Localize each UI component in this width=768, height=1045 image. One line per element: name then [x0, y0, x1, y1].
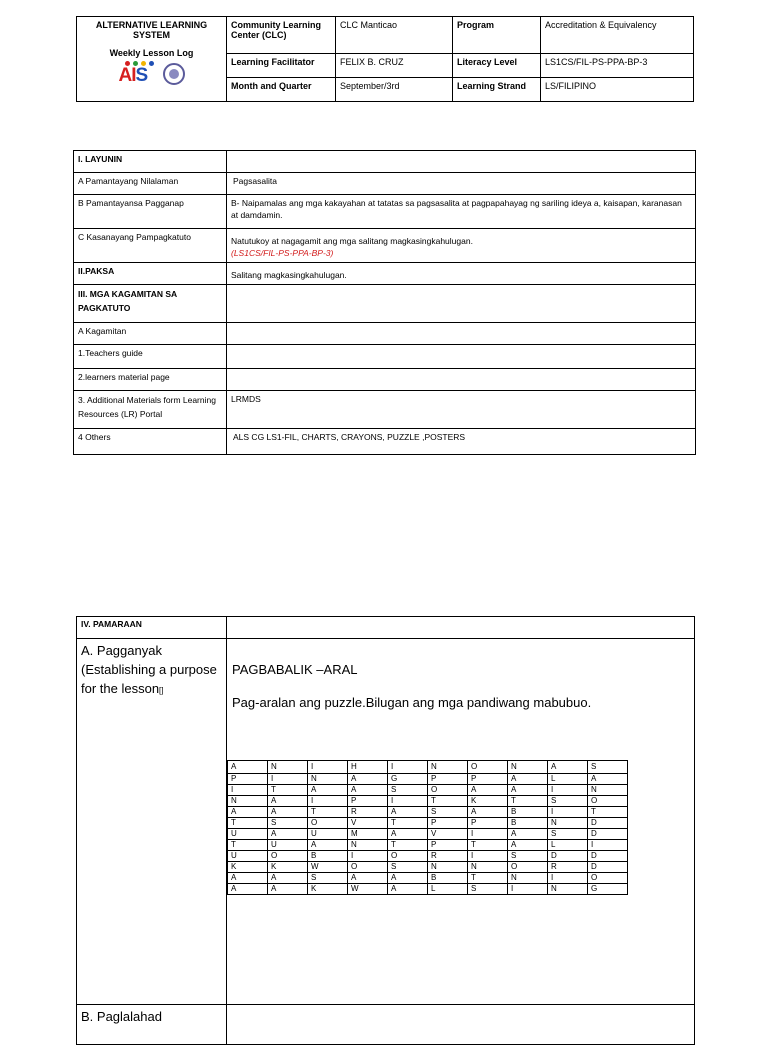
- puzzle-cell: T: [388, 840, 428, 851]
- puzzle-cell: B: [308, 851, 348, 862]
- puzzle-row: [228, 761, 628, 774]
- puzzle-cell: T: [588, 807, 628, 818]
- layunin-title: I. LAYUNIN: [74, 151, 227, 173]
- puzzle-cell: N: [468, 862, 508, 873]
- paksa-label: II.PAKSA: [74, 263, 227, 285]
- additional-materials-label: 3. Additional Materials form Learning Resources (LR) Portal: [74, 391, 227, 429]
- strand-label: Learning Strand: [453, 78, 541, 102]
- facilitator-label: Learning Facilitator: [227, 54, 336, 78]
- puzzle-cell: I: [388, 761, 428, 774]
- puzzle-cell: B: [508, 807, 548, 818]
- puzzle-cell: R: [428, 851, 468, 862]
- puzzle-cell: P: [428, 818, 468, 829]
- puzzle-cell: A: [468, 807, 508, 818]
- puzzle-cell: M: [348, 829, 388, 840]
- puzzle-cell: A: [308, 840, 348, 851]
- puzzle-cell: I: [468, 851, 508, 862]
- puzzle-row: [228, 774, 628, 785]
- system-title: ALTERNATIVE LEARNING SYSTEM: [95, 20, 208, 40]
- puzzle-cell: B: [508, 818, 548, 829]
- puzzle-cell: S: [508, 851, 548, 862]
- puzzle-cell: I: [348, 851, 388, 862]
- puzzle-cell: I: [548, 785, 588, 796]
- nilalaman-label: A Pamantayang Nilalaman: [74, 173, 227, 195]
- puzzle-cell: I: [508, 884, 548, 895]
- teachers-guide-label: 1.Teachers guide: [74, 345, 227, 369]
- puzzle-cell: T: [388, 818, 428, 829]
- puzzle-cell: P: [228, 774, 268, 785]
- puzzle-row: [228, 851, 628, 862]
- puzzle-cell: A: [508, 840, 548, 851]
- puzzle-cell: S: [428, 807, 468, 818]
- layunin-table: [73, 150, 696, 455]
- facilitator-value: FELIX B. CRUZ: [336, 54, 453, 78]
- puzzle-cell: A: [268, 884, 308, 895]
- pagganyak-label: A. Pagganyak (Establishing a purpose for the lesson[]: [77, 639, 227, 1005]
- puzzle-cell: N: [548, 818, 588, 829]
- puzzle-cell: I: [468, 829, 508, 840]
- puzzle-cell: O: [268, 851, 308, 862]
- pagganap-value: B- Naipamalas ang mga kakayahan at tatatas sa pagsasalita at pagpapahayag ng sariling ideya a, kaisapan, karanasan at damdamin.: [227, 195, 696, 229]
- puzzle-row: [228, 796, 628, 807]
- puzzle-cell: P: [348, 796, 388, 807]
- puzzle-cell: A: [228, 873, 268, 884]
- puzzle-cell: I: [588, 840, 628, 851]
- puzzle-cell: A: [268, 873, 308, 884]
- puzzle-cell: U: [228, 851, 268, 862]
- puzzle-cell: N: [428, 862, 468, 873]
- puzzle-cell: O: [588, 873, 628, 884]
- clc-label: Community Learning Center (CLC): [227, 17, 336, 54]
- puzzle-cell: O: [588, 796, 628, 807]
- pagbabalik-aral-heading: PAGBABALIK –ARAL: [232, 662, 358, 677]
- puzzle-cell: N: [508, 873, 548, 884]
- literacy-value: LS1CS/FIL-PS-PPA-BP-3: [541, 54, 694, 78]
- puzzle-instruction: Pag-aralan ang puzzle.Bilugan ang mga pandiwang mabubuo.: [232, 695, 592, 710]
- puzzle-cell: I: [548, 807, 588, 818]
- puzzle-cell: A: [268, 829, 308, 840]
- puzzle-cell: L: [548, 840, 588, 851]
- puzzle-cell: B: [428, 873, 468, 884]
- puzzle-cell: U: [308, 829, 348, 840]
- puzzle-row: [228, 884, 628, 895]
- puzzle-cell: T: [308, 807, 348, 818]
- puzzle-cell: S: [468, 884, 508, 895]
- pampagkatuto-value: Natutukoy at nagagamit ang mga salitang magkasingkahulugan.: [231, 236, 473, 246]
- puzzle-cell: S: [388, 862, 428, 873]
- puzzle-row: [228, 785, 628, 796]
- month-value: September/3rd: [336, 78, 453, 102]
- puzzle-cell: N: [508, 761, 548, 774]
- kagamitan-label: A Kagamitan: [74, 323, 227, 345]
- puzzle-cell: W: [308, 862, 348, 873]
- pampagkatuto-label: C Kasanayang Pampagkatuto: [74, 229, 227, 263]
- deped-seal-icon: [163, 63, 185, 85]
- pagganap-label: B Pamantayansa Pagganap: [74, 195, 227, 229]
- others-value: ALS CG LS1-FIL, CHARTS, CRAYONS, PUZZLE ,POSTERS: [233, 432, 466, 442]
- program-label: Program: [453, 17, 541, 54]
- puzzle-cell: N: [428, 761, 468, 774]
- puzzle-cell: S: [268, 818, 308, 829]
- puzzle-cell: W: [348, 884, 388, 895]
- puzzle-cell: A: [308, 785, 348, 796]
- puzzle-cell: A: [508, 785, 548, 796]
- puzzle-cell: H: [348, 761, 388, 774]
- puzzle-cell: D: [588, 851, 628, 862]
- puzzle-cell: O: [308, 818, 348, 829]
- puzzle-cell: I: [268, 774, 308, 785]
- puzzle-cell: I: [308, 796, 348, 807]
- puzzle-cell: A: [588, 774, 628, 785]
- puzzle-cell: V: [428, 829, 468, 840]
- puzzle-cell: A: [228, 807, 268, 818]
- puzzle-cell: K: [308, 884, 348, 895]
- puzzle-row: [228, 807, 628, 818]
- puzzle-cell: I: [548, 873, 588, 884]
- nilalaman-value: Pagsasalita: [233, 176, 277, 186]
- month-label: Month and Quarter: [227, 78, 336, 102]
- pamaraan-title: IV. PAMARAAN: [77, 617, 227, 639]
- puzzle-cell: D: [588, 829, 628, 840]
- puzzle-cell: N: [348, 840, 388, 851]
- puzzle-row: [228, 840, 628, 851]
- puzzle-cell: P: [428, 774, 468, 785]
- program-branding: [77, 17, 227, 102]
- puzzle-cell: D: [548, 851, 588, 862]
- puzzle-cell: N: [588, 785, 628, 796]
- puzzle-cell: I: [308, 761, 348, 774]
- puzzle-cell: O: [348, 862, 388, 873]
- puzzle-cell: I: [388, 796, 428, 807]
- puzzle-cell: A: [468, 785, 508, 796]
- puzzle-cell: S: [588, 761, 628, 774]
- puzzle-cell: K: [468, 796, 508, 807]
- puzzle-cell: T: [228, 840, 268, 851]
- puzzle-cell: A: [228, 761, 268, 774]
- word-puzzle-grid: [227, 760, 628, 895]
- puzzle-cell: U: [228, 829, 268, 840]
- puzzle-cell: P: [468, 818, 508, 829]
- puzzle-cell: L: [548, 774, 588, 785]
- puzzle-cell: K: [268, 862, 308, 873]
- puzzle-cell: U: [268, 840, 308, 851]
- puzzle-cell: T: [468, 840, 508, 851]
- puzzle-cell: A: [228, 884, 268, 895]
- puzzle-cell: K: [228, 862, 268, 873]
- competency-code: (LS1CS/FIL-PS-PPA-BP-3): [231, 248, 334, 258]
- puzzle-cell: A: [388, 873, 428, 884]
- puzzle-row: [228, 873, 628, 884]
- puzzle-cell: N: [548, 884, 588, 895]
- puzzle-cell: A: [348, 785, 388, 796]
- others-label: 4 Others: [74, 429, 227, 455]
- puzzle-cell: A: [268, 807, 308, 818]
- puzzle-cell: L: [428, 884, 468, 895]
- puzzle-cell: R: [348, 807, 388, 818]
- program-value: Accreditation & Equivalency: [541, 17, 694, 54]
- puzzle-cell: D: [588, 862, 628, 873]
- puzzle-cell: O: [508, 862, 548, 873]
- puzzle-cell: O: [428, 785, 468, 796]
- puzzle-cell: O: [388, 851, 428, 862]
- puzzle-cell: A: [348, 774, 388, 785]
- als-logo-icon: AIS: [119, 61, 157, 87]
- puzzle-cell: A: [348, 873, 388, 884]
- puzzle-cell: A: [388, 829, 428, 840]
- puzzle-cell: N: [308, 774, 348, 785]
- puzzle-cell: A: [388, 807, 428, 818]
- puzzle-cell: A: [388, 884, 428, 895]
- puzzle-cell: O: [468, 761, 508, 774]
- puzzle-cell: T: [468, 873, 508, 884]
- puzzle-cell: G: [588, 884, 628, 895]
- puzzle-cell: S: [388, 785, 428, 796]
- puzzle-cell: T: [508, 796, 548, 807]
- puzzle-cell: A: [548, 761, 588, 774]
- strand-value: LS/FILIPINO: [541, 78, 694, 102]
- puzzle-cell: P: [428, 840, 468, 851]
- log-title: Weekly Lesson Log: [109, 48, 194, 58]
- paksa-value: Salitang magkasingkahulugan.: [231, 270, 347, 280]
- puzzle-cell: A: [268, 796, 308, 807]
- additional-materials-value: LRMDS: [227, 391, 696, 429]
- puzzle-cell: S: [548, 829, 588, 840]
- header-table: [76, 16, 694, 102]
- literacy-label: Literacy Level: [453, 54, 541, 78]
- kagamitan-title: III. MGA KAGAMITAN SA PAGKATUTO: [74, 285, 227, 323]
- puzzle-row: [228, 829, 628, 840]
- puzzle-cell: S: [548, 796, 588, 807]
- puzzle-cell: A: [508, 774, 548, 785]
- clc-value: CLC Manticao: [336, 17, 453, 54]
- puzzle-cell: T: [428, 796, 468, 807]
- puzzle-cell: T: [228, 818, 268, 829]
- puzzle-cell: N: [228, 796, 268, 807]
- puzzle-cell: G: [388, 774, 428, 785]
- puzzle-cell: T: [268, 785, 308, 796]
- puzzle-row: [228, 818, 628, 829]
- puzzle-row: [228, 862, 628, 873]
- logos: [81, 61, 222, 87]
- puzzle-cell: N: [268, 761, 308, 774]
- puzzle-cell: S: [308, 873, 348, 884]
- puzzle-cell: P: [468, 774, 508, 785]
- puzzle-cell: D: [588, 818, 628, 829]
- puzzle-cell: A: [508, 829, 548, 840]
- puzzle-cell: V: [348, 818, 388, 829]
- learners-material-label: 2.learners material page: [74, 369, 227, 391]
- paglalahad-label: B. Paglalahad: [77, 1005, 227, 1045]
- puzzle-cell: R: [548, 862, 588, 873]
- puzzle-cell: I: [228, 785, 268, 796]
